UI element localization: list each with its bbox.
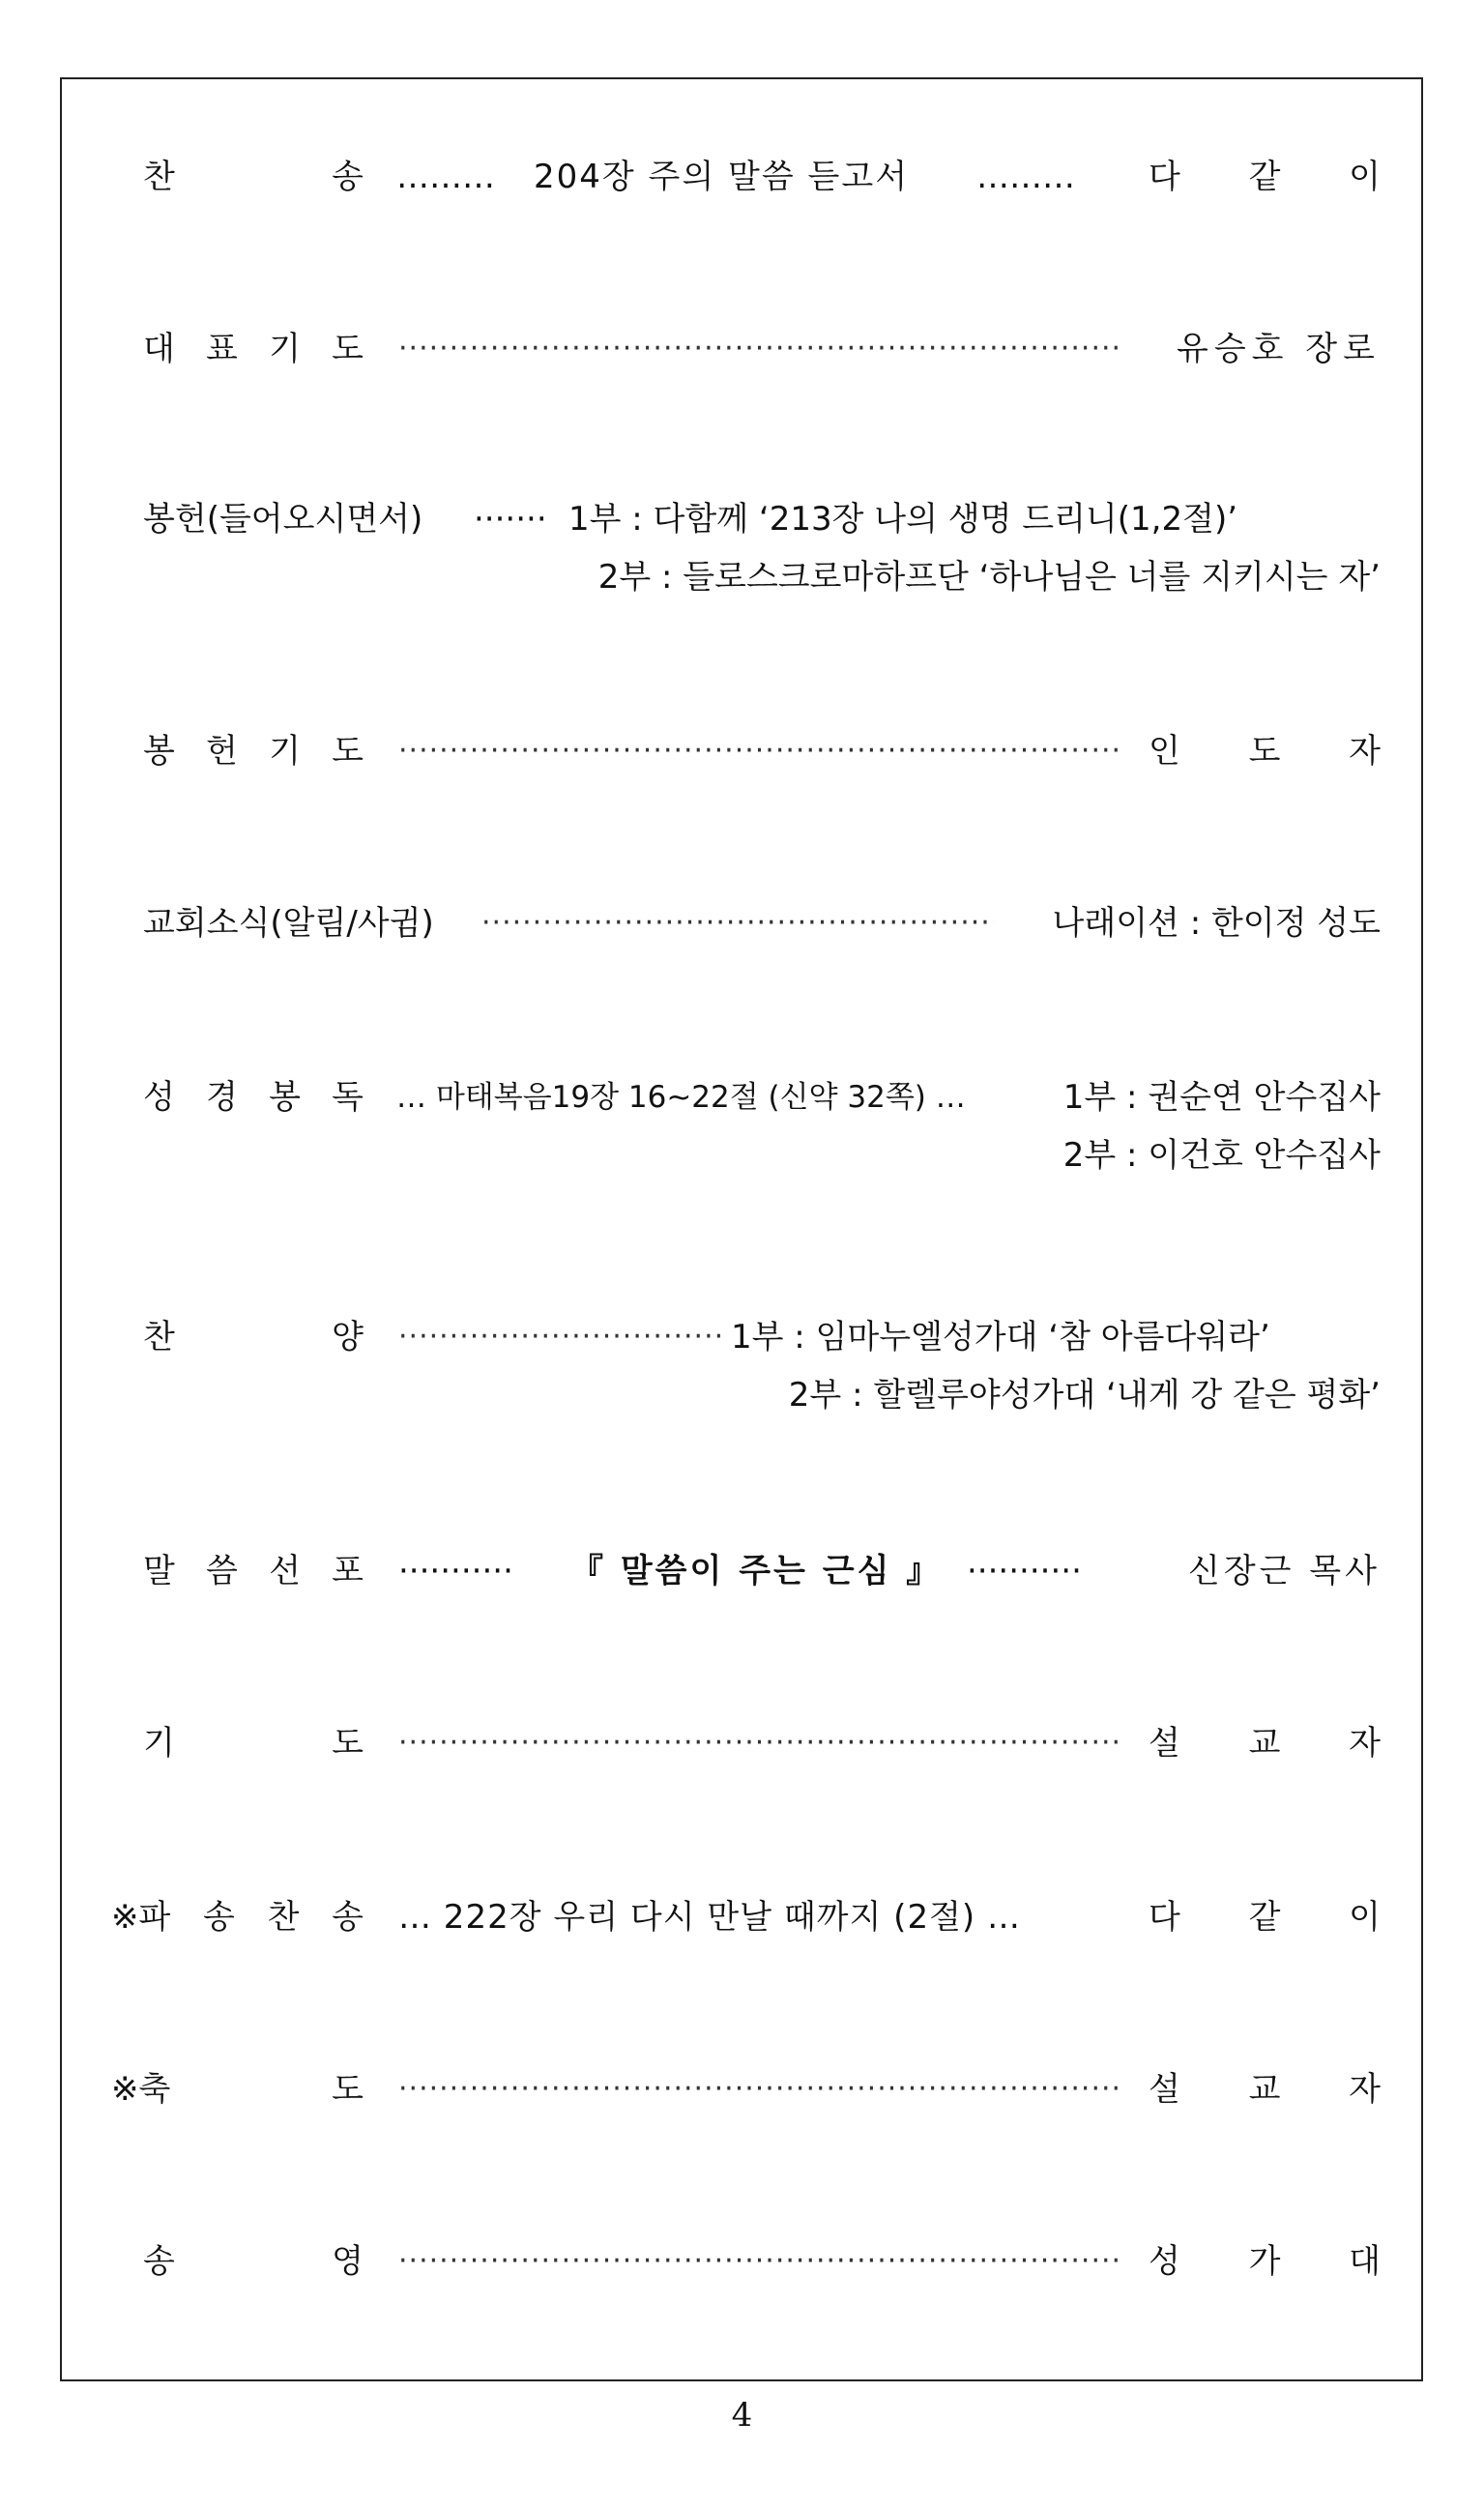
item-label: 말 씀 선 포 <box>143 1552 364 1590</box>
performer: 설 교 자 <box>1149 2070 1381 2109</box>
item-label: ※파 송 찬 송 <box>111 1898 364 1937</box>
item-label: 찬 송 <box>143 158 364 196</box>
order-item-offering-prayer <box>0 727 1484 785</box>
order-item-doxology <box>0 2237 1484 2295</box>
item-label: 대 표 기 도 <box>143 330 364 368</box>
order-item-sending-hymn <box>0 1893 1484 1951</box>
leader-dots <box>398 2237 1121 2286</box>
item-label: 송 영 <box>143 2242 364 2281</box>
order-item-representative-prayer <box>0 325 1484 383</box>
page-frame <box>60 77 1423 2381</box>
choir-line-1: 1부 : 임마누엘성가대 ‘참 아름다워라’ <box>731 1318 1270 1357</box>
item-label: 성 경 봉 독 <box>143 1078 364 1117</box>
offering-line-2: 2부 : 들로스크로마하프단 ‘하나님은 너를 지키시는 자’ <box>597 558 1381 597</box>
reader-line-1: 1부 : 권순연 안수집사 <box>1062 1078 1381 1117</box>
item-label: 찬 양 <box>143 1318 364 1357</box>
reader-line-2: 2부 : 이건호 안수집사 <box>1062 1136 1381 1175</box>
order-item-benediction <box>0 2065 1484 2123</box>
choir-line-2: 2부 : 할렐루야성가대 ‘내게 강 같은 평화’ <box>788 1376 1381 1415</box>
item-label: 기 도 <box>143 1724 364 1763</box>
item-label: 봉 헌 기 도 <box>143 732 364 771</box>
leader-dots <box>398 727 1121 775</box>
order-item-offering <box>0 495 1484 597</box>
performer: 신장근 목사 <box>1187 1552 1381 1590</box>
item-label: ※축 도 <box>111 2070 364 2109</box>
order-item-praise <box>0 1313 1484 1415</box>
dots-after: ··········· <box>967 1552 1082 1590</box>
dots: ······· <box>474 500 547 539</box>
order-item-sermon <box>0 1547 1484 1605</box>
item-label: 봉헌(들어오시면서) <box>143 500 423 539</box>
leader-dots <box>481 899 994 948</box>
performer: 성 가 대 <box>1149 2242 1381 2281</box>
performer: 인 도 자 <box>1149 732 1381 771</box>
performer: 유승호 장로 <box>1176 330 1381 368</box>
hymn-detail: 204장 주의 말씀 듣고서 <box>534 158 910 196</box>
leader-dots <box>398 1719 1121 1767</box>
hymn-detail: … 222장 우리 다시 만날 때까지 (2절) … <box>398 1898 1021 1937</box>
leader-dots <box>398 325 1121 373</box>
performer: 다 같 이 <box>1149 1898 1381 1937</box>
performer: 나래이션 : 한이정 성도 <box>1052 904 1381 943</box>
performer: 다 같 이 <box>1149 158 1381 196</box>
order-item-prayer <box>0 1719 1484 1777</box>
scripture-detail: … 마태복음19장 16~22절 (신약 32쪽) … <box>396 1080 966 1115</box>
leader-dots <box>398 1313 727 1361</box>
order-item-hymn <box>0 153 1484 211</box>
dots-before: ··········· <box>398 1552 513 1590</box>
page-number: 4 <box>731 2396 753 2435</box>
dots-before: ……… <box>396 158 495 196</box>
sermon-title: 『 말씀이 주는 근심 』 <box>570 1552 943 1590</box>
leader-dots <box>398 2065 1121 2114</box>
offering-line-1: 1부 : 다함께 ‘213장 나의 생명 드리니(1,2절)’ <box>568 500 1238 539</box>
order-item-scripture-reading <box>0 1073 1484 1175</box>
dots-after: ……… <box>976 158 1075 196</box>
order-item-church-news <box>0 899 1484 957</box>
item-label: 교회소식(알림/사귐) <box>143 904 434 943</box>
performer: 설 교 자 <box>1149 1724 1381 1763</box>
